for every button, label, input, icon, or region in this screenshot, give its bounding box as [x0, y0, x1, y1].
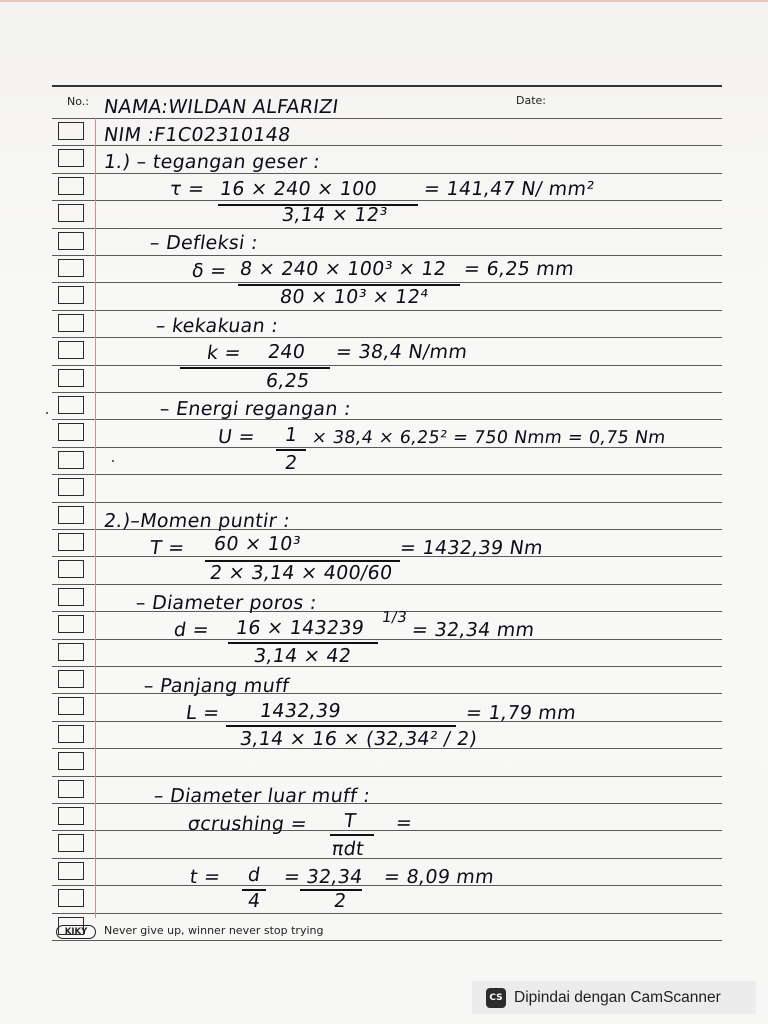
camscanner-logo-icon: CS	[486, 988, 506, 1008]
delta-lhs: δ =	[190, 260, 229, 282]
t-numerator-d: d	[246, 864, 262, 886]
T-numerator: 60 × 10³	[212, 533, 302, 555]
sigma-numerator: T	[342, 810, 358, 832]
checkbox	[58, 834, 84, 852]
strain-energy-title: – Energi regangan :	[158, 398, 353, 420]
checkbox	[58, 807, 84, 825]
sigma-fraction-bar	[330, 834, 374, 836]
k-lhs: k =	[205, 342, 243, 364]
deflection-title: – Defleksi :	[148, 232, 260, 254]
student-name: NAMA:WILDAN ALFARIZI	[102, 96, 340, 118]
T-denominator: 2 × 3,14 × 400/60	[208, 562, 394, 584]
d-exponent: 1/3	[380, 608, 409, 626]
d-fraction-bar	[228, 642, 378, 644]
checkbox	[58, 478, 84, 496]
u-fraction-bar	[276, 449, 306, 451]
top-edge	[0, 0, 768, 2]
checkbox	[58, 259, 84, 277]
checkbox	[58, 149, 84, 167]
u-denominator: 2	[283, 452, 299, 474]
ruled-line	[52, 282, 722, 283]
checkbox	[58, 780, 84, 798]
ruled-line	[52, 666, 722, 667]
checkbox	[58, 889, 84, 907]
checkbox	[58, 122, 84, 140]
T-lhs: T =	[148, 537, 187, 559]
camscanner-label: Dipindai dengan CamScanner	[514, 988, 721, 1006]
u-numerator: 1	[283, 424, 299, 446]
checkbox	[58, 752, 84, 770]
d-numerator: 16 × 143239	[234, 617, 366, 639]
checkbox	[58, 423, 84, 441]
ruled-line	[52, 85, 722, 87]
tau-denominator: 3,14 × 12³	[280, 204, 389, 226]
student-nim: NIM :F1C02310148	[102, 124, 292, 146]
k-result: = 38,4 N/mm	[334, 341, 469, 363]
margin-line	[95, 118, 96, 918]
ruled-line	[52, 584, 722, 585]
checkbox	[58, 533, 84, 551]
ruled-line	[52, 173, 722, 174]
ruled-line	[52, 310, 722, 311]
checkbox	[58, 697, 84, 715]
sigma-result: =	[394, 812, 414, 834]
L-fraction-bar	[226, 725, 456, 727]
ruled-line	[52, 255, 722, 256]
delta-denominator: 80 × 10³ × 12⁴	[278, 286, 430, 308]
sigma-denominator: πdt	[330, 838, 366, 860]
checkbox	[58, 588, 84, 606]
delta-result: = 6,25 mm	[462, 258, 576, 280]
L-numerator: 1432,39	[258, 700, 343, 722]
shaft-diameter-title: – Diameter poros :	[134, 592, 319, 614]
checkbox	[58, 506, 84, 524]
checkbox	[58, 560, 84, 578]
ruled-line	[52, 830, 722, 831]
ruled-line	[52, 337, 722, 338]
ruled-line	[52, 858, 722, 859]
checkbox	[58, 451, 84, 469]
ruled-line	[52, 365, 722, 366]
delta-numerator: 8 × 240 × 100³ × 12	[238, 258, 448, 280]
t-result: = 8,09 mm	[382, 866, 496, 888]
t-denominator-4: 4	[246, 890, 262, 912]
t-fraction-bar-2	[300, 889, 362, 891]
u-lhs: U =	[216, 426, 257, 448]
checkbox	[58, 670, 84, 688]
checkbox	[58, 369, 84, 387]
checkbox	[58, 643, 84, 661]
muff-outer-diameter-title: – Diameter luar muff :	[152, 785, 372, 807]
k-fraction-bar	[180, 367, 330, 369]
checkbox	[58, 862, 84, 880]
tau-result: = 141,47 N/ mm²	[422, 178, 596, 200]
L-result: = 1,79 mm	[464, 702, 578, 724]
brand-badge: KIKY	[56, 925, 96, 939]
ruled-line	[52, 200, 722, 201]
header-date-label: Date:	[516, 94, 546, 107]
section-1-title: 1.) – tegangan geser :	[102, 151, 322, 173]
stiffness-title: – kekakuan :	[154, 315, 280, 337]
d-lhs: d =	[172, 619, 211, 641]
muff-length-title: – Panjang muff	[142, 675, 291, 697]
checkbox	[58, 615, 84, 633]
stray-mark	[112, 460, 114, 462]
L-denominator: 3,14 × 16 × (32,34² / 2)	[238, 728, 479, 750]
T-result: = 1432,39 Nm	[398, 537, 545, 559]
k-denominator: 6,25	[264, 370, 312, 392]
ruled-line	[52, 419, 722, 420]
header-no-label: No.:	[67, 95, 89, 108]
checkbox	[58, 725, 84, 743]
checkbox	[58, 177, 84, 195]
d-denominator: 3,14 × 42	[252, 645, 353, 667]
u-result: × 38,4 × 6,25² = 750 Nmm = 0,75 Nm	[310, 428, 667, 448]
d-result: = 32,34 mm	[410, 619, 536, 641]
checkbox	[58, 204, 84, 222]
ruled-line	[52, 776, 722, 777]
t-numerator-value: = 32,34	[282, 866, 364, 888]
checkbox	[58, 396, 84, 414]
footer-motto: Never give up, winner never stop trying	[104, 924, 324, 937]
ruled-line	[52, 118, 722, 119]
checkbox	[58, 286, 84, 304]
ruled-line	[52, 502, 722, 503]
ruled-line	[52, 474, 722, 475]
sigma-lhs: σcrushing =	[186, 813, 309, 835]
ruled-line	[52, 228, 722, 229]
camscanner-watermark	[472, 981, 756, 1014]
checkbox	[58, 341, 84, 359]
checkbox	[58, 232, 84, 250]
tau-numerator: 16 × 240 × 100	[218, 178, 379, 200]
t-lhs: t =	[188, 866, 222, 888]
checkbox	[58, 314, 84, 332]
stray-mark	[46, 412, 48, 414]
t-denominator-2: 2	[332, 890, 348, 912]
ruled-line	[52, 721, 722, 722]
ruled-line	[52, 639, 722, 640]
section-2-title: 2.)–Momen puntir :	[102, 510, 292, 532]
k-numerator: 240	[266, 341, 307, 363]
ruled-line	[52, 913, 722, 914]
ruled-line	[52, 392, 722, 393]
L-lhs: L =	[184, 702, 221, 724]
ruled-line	[52, 940, 722, 941]
tau-lhs: τ =	[168, 178, 206, 200]
